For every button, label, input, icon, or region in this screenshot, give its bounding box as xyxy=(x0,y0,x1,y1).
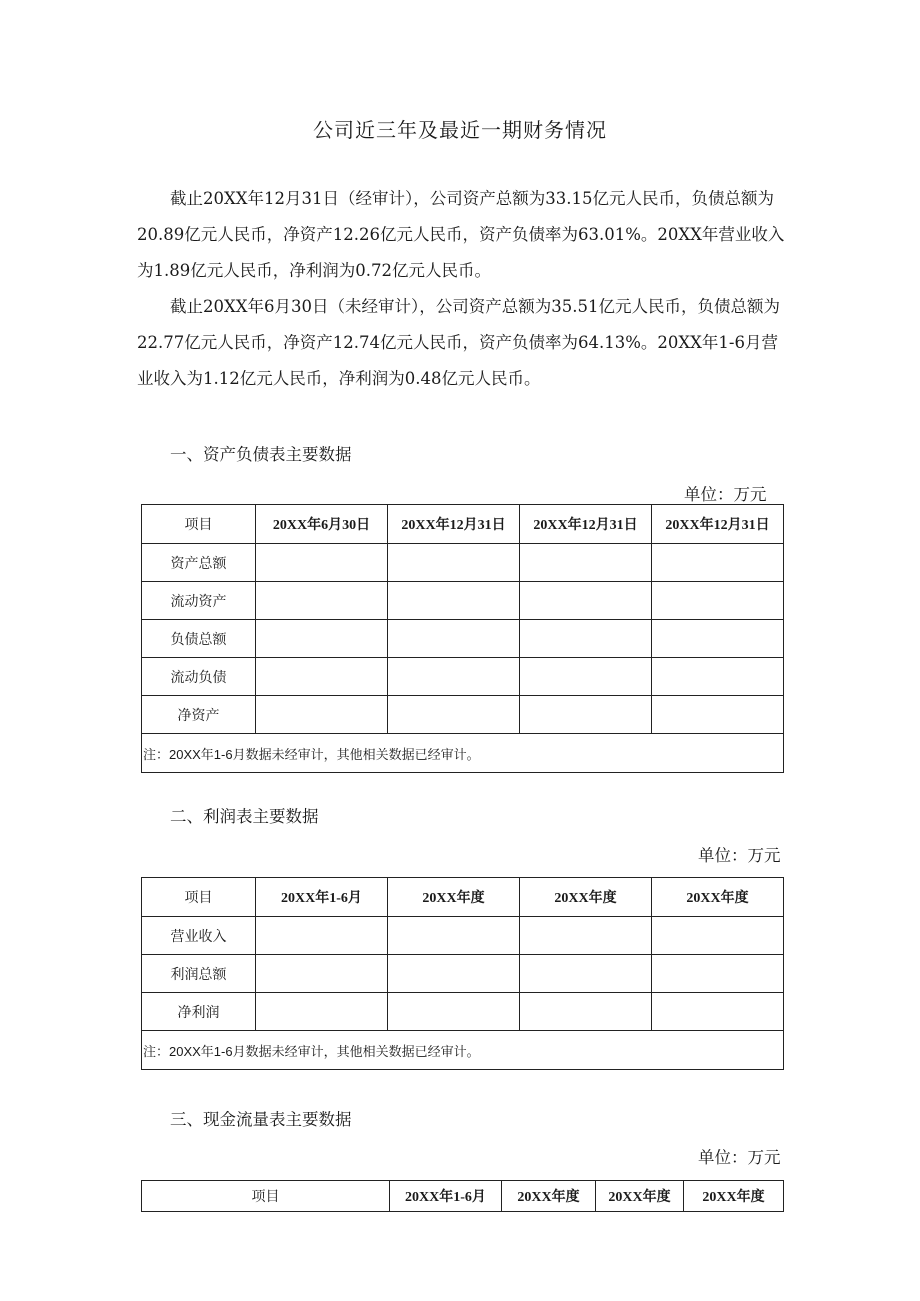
column-header: 20XX年1-6月 xyxy=(256,878,388,917)
table-cell xyxy=(520,917,652,955)
table-row xyxy=(142,696,784,734)
row-label: 净利润 xyxy=(142,993,256,1031)
table-note: 注：20XX年1-6月数据未经审计，其他相关数据已经审计。 xyxy=(142,1031,784,1070)
table-cell xyxy=(256,696,388,734)
column-header: 20XX年度 xyxy=(388,878,520,917)
table-row xyxy=(142,620,784,658)
table-cell xyxy=(520,955,652,993)
income-statement-table xyxy=(141,877,784,1070)
table-row xyxy=(142,955,784,993)
column-header: 20XX年度 xyxy=(596,1181,684,1212)
paragraph-audited: 截止20XX年12月31日（经审计），公司资产总额为33.15亿元人民币，负债总额为20.89亿元人民币，净资产12.26亿元人民币，资产负债率为63.01%。20XX年营业收入为1.89亿元人民币，净利润为0.72亿元人民币。 xyxy=(137,189,785,280)
section-heading-income-statement: 二、利润表主要数据 xyxy=(170,807,319,826)
document-title: 公司近三年及最近一期财务情况 xyxy=(313,118,607,142)
cash-flow-table xyxy=(141,1180,784,1212)
column-header: 项目 xyxy=(142,505,256,544)
table-note: 注：20XX年1-6月数据未经审计，其他相关数据已经审计。 xyxy=(142,734,784,773)
table-cell xyxy=(388,620,520,658)
table-cell xyxy=(652,544,784,582)
table-cell xyxy=(520,993,652,1031)
table-cell xyxy=(256,544,388,582)
paragraph-unaudited: 截止20XX年6月30日（未经审计），公司资产总额为35.51亿元人民币，负债总额为22.77亿元人民币，净资产12.74亿元人民币，资产负债率为64.13%。20XX年1-6月营业收入为1.12亿元人民币，净利润为0.48亿元人民币。 xyxy=(137,297,780,388)
table-cell xyxy=(652,582,784,620)
column-header: 20XX年12月31日 xyxy=(652,505,784,544)
row-label: 营业收入 xyxy=(142,917,256,955)
table-cell xyxy=(388,917,520,955)
table-row xyxy=(142,582,784,620)
table-cell xyxy=(256,620,388,658)
column-header: 20XX年6月30日 xyxy=(256,505,388,544)
row-label: 利润总额 xyxy=(142,955,256,993)
column-header: 项目 xyxy=(142,1181,390,1212)
row-label: 负债总额 xyxy=(142,620,256,658)
unit-label-cash-flow: 单位：万元 xyxy=(698,1148,781,1167)
table-cell xyxy=(256,955,388,993)
table-cell xyxy=(652,955,784,993)
row-label: 流动负债 xyxy=(142,658,256,696)
table-cell xyxy=(388,955,520,993)
table-cell xyxy=(520,544,652,582)
column-header: 20XX年度 xyxy=(520,878,652,917)
table-row xyxy=(142,917,784,955)
unit-label-balance-sheet: 单位：万元 xyxy=(684,485,767,504)
column-header: 20XX年12月31日 xyxy=(520,505,652,544)
table-note-row xyxy=(142,734,784,773)
table-cell xyxy=(256,658,388,696)
table-cell xyxy=(652,993,784,1031)
section-heading-balance-sheet: 一、资产负债表主要数据 xyxy=(170,445,352,464)
row-label: 净资产 xyxy=(142,696,256,734)
column-header: 20XX年度 xyxy=(684,1181,784,1212)
table-cell xyxy=(388,658,520,696)
section-heading-cash-flow: 三、现金流量表主要数据 xyxy=(170,1110,352,1129)
table-cell xyxy=(256,917,388,955)
table-cell xyxy=(520,582,652,620)
column-header: 20XX年1-6月 xyxy=(390,1181,502,1212)
table-cell xyxy=(520,620,652,658)
column-header: 20XX年度 xyxy=(652,878,784,917)
column-header: 20XX年12月31日 xyxy=(388,505,520,544)
unit-label-income-statement: 单位：万元 xyxy=(698,846,781,865)
row-label: 资产总额 xyxy=(142,544,256,582)
table-row xyxy=(142,993,784,1031)
table-cell xyxy=(652,658,784,696)
table-cell xyxy=(520,658,652,696)
table-cell xyxy=(652,620,784,658)
column-header: 项目 xyxy=(142,878,256,917)
table-header-row xyxy=(142,1181,784,1212)
table-cell xyxy=(388,696,520,734)
table-header-row xyxy=(142,878,784,917)
balance-sheet-table xyxy=(141,504,784,773)
table-row xyxy=(142,658,784,696)
table-row xyxy=(142,544,784,582)
table-cell xyxy=(256,582,388,620)
table-note-row xyxy=(142,1031,784,1070)
table-cell xyxy=(388,544,520,582)
row-label: 流动资产 xyxy=(142,582,256,620)
table-cell xyxy=(388,582,520,620)
table-cell xyxy=(256,993,388,1031)
table-cell xyxy=(652,696,784,734)
table-cell xyxy=(388,993,520,1031)
column-header: 20XX年度 xyxy=(502,1181,596,1212)
table-cell xyxy=(652,917,784,955)
table-header-row xyxy=(142,505,784,544)
table-cell xyxy=(520,696,652,734)
